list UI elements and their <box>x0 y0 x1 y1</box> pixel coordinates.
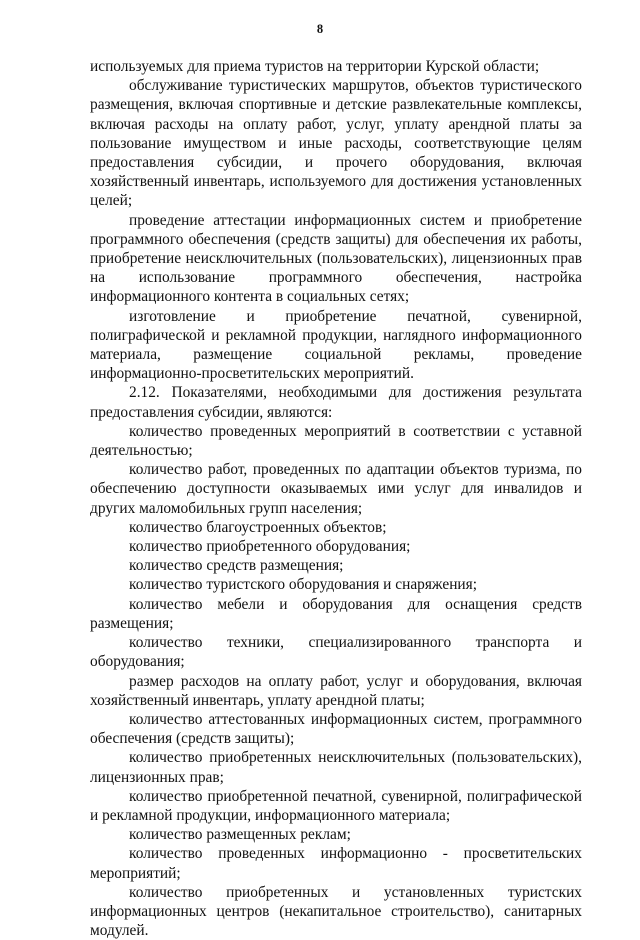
list-item: количество приобретенного оборудования; <box>129 538 411 556</box>
list-item: количество размещенных реклам; <box>129 826 351 844</box>
list-item: количество приобретенных и установленных туристских информационных центров (некапитальное строительство), санитарных модулей. <box>90 883 582 940</box>
paragraph: обслуживание туристических маршрутов, объектов туристического размещения, включая спортивные и детские развлекательные комплексы, включая расходы на оплату работ, услуг, уплату арендной платы за пользование имуществом и иные расходы, соответствующие целям предоставления субсидии, и прочего оборудования, включая хозяйственный инвентарь, используемого для достижения установленных целей; <box>90 77 582 210</box>
list-item: количество туристского оборудования и снаряжения; <box>129 576 478 594</box>
list-item: количество проведенных мероприятий в соответствии с уставной деятельностью; <box>90 422 582 460</box>
paragraph: 2.12. Показателями, необходимыми для достижения результата предоставления субсидии, являются: <box>90 384 582 421</box>
page-number: 8 <box>316 22 324 36</box>
list-item: количество средств размещения; <box>129 557 344 575</box>
list-item: количество аттестованных информационных систем, программного обеспечения (средств защиты); <box>90 710 582 748</box>
paragraph: проведение аттестации информационных систем и приобретение программного обеспечения (средств защиты) для обеспечения их работы, приобретение неисключительных (пользовательских), лицензионных прав на использование программного обеспечения, настройка информационного контента в социальных сетях; <box>90 211 582 306</box>
list-item: количество благоустроенных объектов; <box>129 518 387 536</box>
paragraph: используемых для приема туристов на территории Курской области; <box>90 58 540 75</box>
list-item: количество мебели и оборудования для оснащения средств размещения; <box>90 595 582 632</box>
list-item: количество приобретенных неисключительных (пользовательских), лицензионных прав; <box>90 749 582 786</box>
list-item: количество техники, специализированного транспорта и оборудования; <box>90 634 582 671</box>
list-item: размер расходов на оплату работ, услуг и оборудования, включая хозяйственный инвентарь, уплату арендной платы; <box>90 672 582 709</box>
document-body <box>90 57 582 940</box>
list-item: количество проведенных информационно - просветительских мероприятий; <box>90 845 582 882</box>
list-item: количество приобретенной печатной, сувенирной, полиграфической и рекламной продукции, информационного материала; <box>90 787 582 824</box>
paragraph: изготовление и приобретение печатной, сувенирной, полиграфической и рекламной продукции, наглядного информационного материала, размещение социальной рекламы, проведение информационно-просветительских мероприятий. <box>90 307 582 383</box>
list-item: количество работ, проведенных по адаптации объектов туризма, по обеспечению доступности оказываемых ими услуг для инвалидов и других маломобильных групп населения; <box>90 461 582 517</box>
